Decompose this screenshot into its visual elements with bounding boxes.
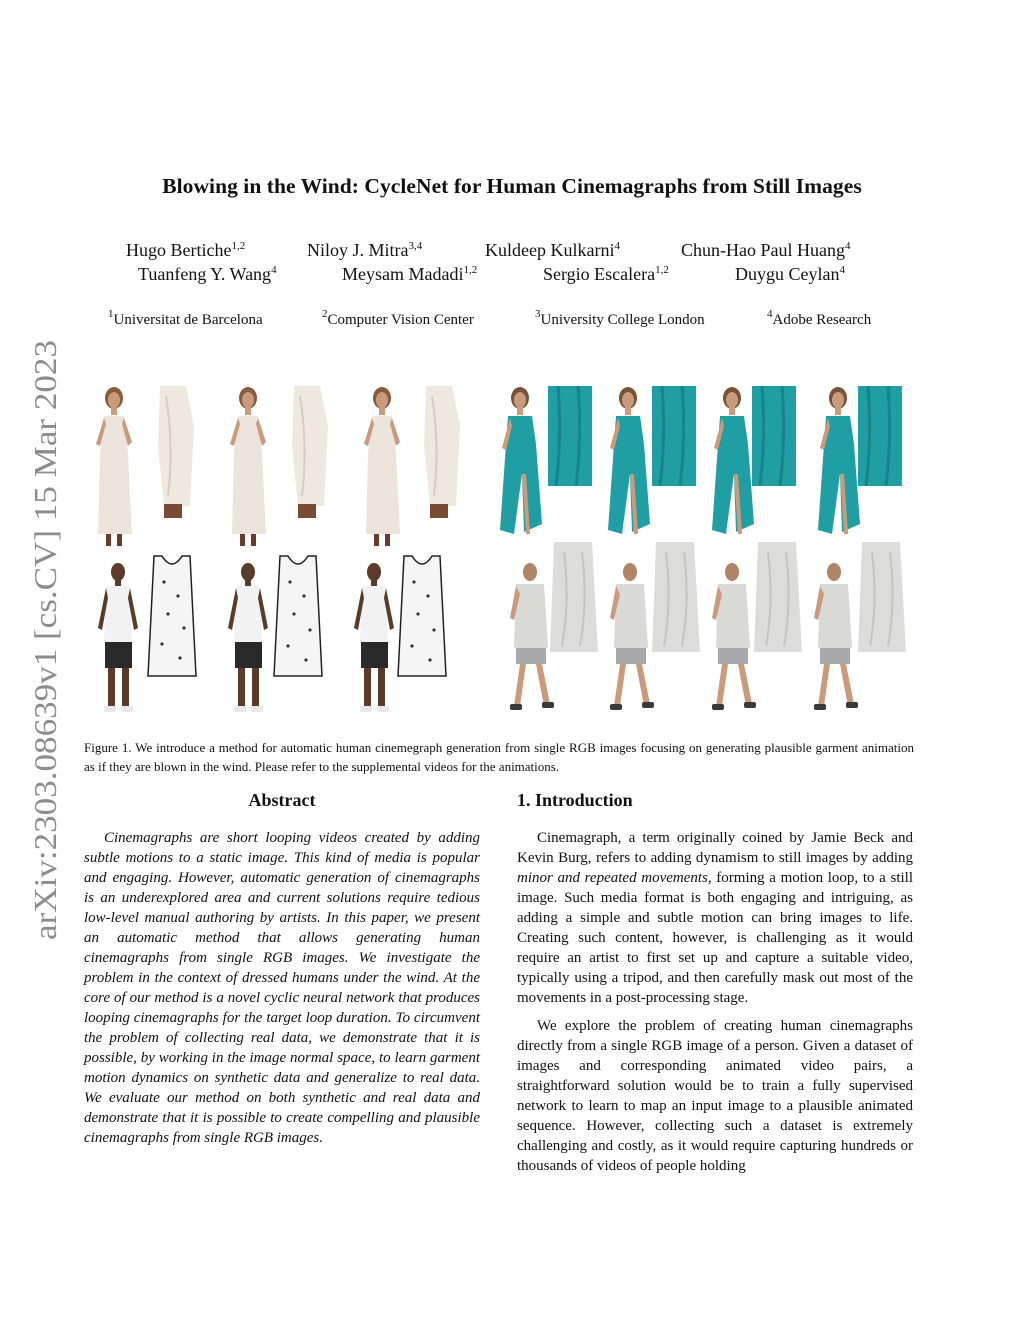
- abstract-heading: Abstract: [248, 790, 316, 810]
- figure-caption: Figure 1. We introduce a method for automatic human cinemegraph generation from single RGB images focusing on generating plausible garment animation as if they are blown in the wind. Please refer to the supplemental videos for the animations.: [84, 740, 914, 774]
- affiliations: [0, 308, 1024, 332]
- author: Niloy J. Mitra$^{3,4}$: [307, 240, 423, 260]
- intro-paragraph-1: Cinemagraph, a term originally coined by Jamie Beck and Kevin Burg, refers to adding dynamism to still images by adding minor and repeated movements, forming a motion loop, to a still image. Such media format is both engaging and intriguing, as adding a simple and subtle motion can bring images to life. Creating such content, however, is challenging as it would require an artist to first set up and capture a suitable video, typically using a tripod, and then carefully mask out most of the movements in a post-processing stage.: [517, 830, 913, 1006]
- abstract-section: [84, 790, 480, 1148]
- authors-row-2: [0, 264, 1024, 290]
- author: Duygu Ceylan$^4$: [735, 264, 845, 284]
- authors-row-1: [0, 240, 1024, 266]
- affiliation: $^1$Universitat de Barcelona: [108, 308, 263, 328]
- affiliation: $^2$Computer Vision Center: [322, 308, 474, 328]
- author: Tuanfeng Y. Wang$^4$: [138, 264, 277, 284]
- author: Kuldeep Kulkarni$^4$: [485, 240, 620, 260]
- intro-paragraph-2: We explore the problem of creating human cinemagraphs directly from a single RGB image of a person. Given a dataset of images and corresponding animated video pairs, a straightforward solution would be to train a fully supervised network to learn to map an input image to a plausible animated sequence. However, collecting such a dataset is extremely challenging and costly, as it would require capturing hundreds or thousands of videos of people holding: [517, 1018, 913, 1174]
- author: Sergio Escalera$^{1,2}$: [543, 264, 669, 284]
- author: Hugo Bertiche$^{1,2}$: [126, 240, 246, 260]
- affiliation: $^3$University College London: [535, 308, 705, 328]
- abstract-text: Cinemagraphs are short looping videos created by adding subtle motions to a static image. This kind of media is popular and engaging. However, automatic generation of cinemagraphs is an underexplored area and current solutions require tedious low-level manual authoring by artists. In this paper, we present an automatic method that allows generating human cinemagraphs from single RGB images. We investigate the problem in the context of dressed humans under the wind. At the core of our method is a novel cyclic neural network that produces looping cinemagraphs for the target loop duration. To circumvent the problem of collecting real data, we demonstrate that it is possible, by working in the image normal space, to learn garment motion dynamics on synthetic data and generalize to real data. We evaluate our method on both synthetic and real data and demonstrate that it is possible to create compelling and plausible cinemagraphs from single RGB images.: [84, 830, 480, 1146]
- arxiv-identifier: [22, 330, 66, 950]
- author: Chun-Hao Paul Huang$^4$: [681, 240, 851, 260]
- introduction-section: [517, 790, 913, 1184]
- affiliation: $^4$Adobe Research: [767, 308, 872, 328]
- paper-title: Blowing in the Wind: CycleNet for Human Cinemagraphs from Still Images: [162, 174, 862, 198]
- teaser-figure: [88, 382, 914, 722]
- arxiv-identifier-text: arXiv:2303.08639v1 [cs.CV] 15 Mar 2023: [27, 392, 63, 940]
- introduction-heading: 1. Introduction: [517, 790, 633, 810]
- author: Meysam Madadi$^{1,2}$: [342, 264, 478, 284]
